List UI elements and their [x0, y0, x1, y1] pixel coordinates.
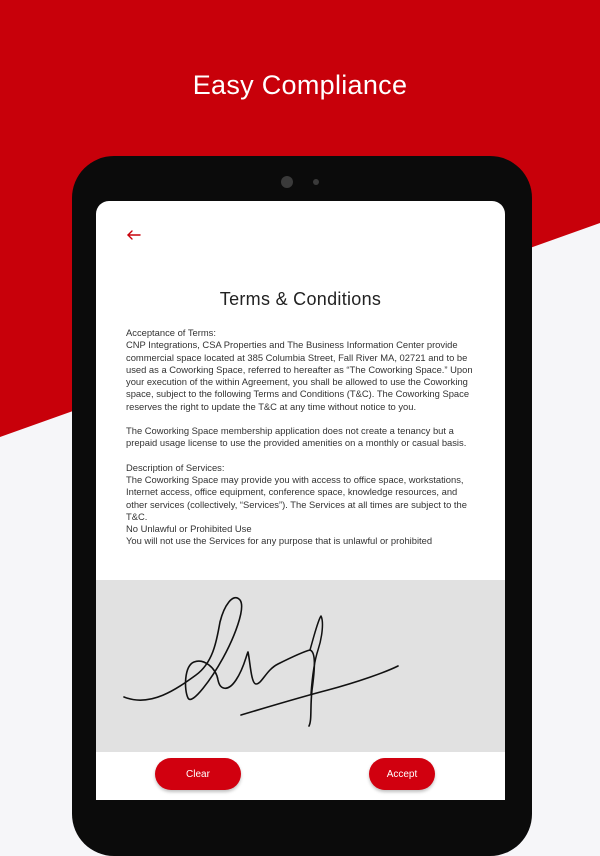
terms-paragraph: CNP Integrations, CSA Properties and The Business Information Center provide commercial space located at 385 Columbia Street, Fall River MA, 02721 and to be used as a Coworking Space, referred to hereafter as “The Coworking Space.” Upon your execution of the within Agreement, you shall be allowed to use the Coworking space, subject to the following Terms and Conditions (T&C). The Coworking Space reserves the right to update the T&C at any time without notice to you.	[126, 339, 473, 412]
signature-stroke	[96, 580, 505, 752]
signature-pad[interactable]	[96, 580, 505, 752]
terms-subheading: No Unlawful or Prohibited Use	[126, 523, 252, 535]
clear-button[interactable]: Clear	[155, 758, 241, 790]
camera-icon	[281, 176, 293, 188]
arrow-left-icon	[124, 225, 144, 245]
accept-button[interactable]: Accept	[369, 758, 435, 790]
section-heading: Description of Services:	[126, 461, 225, 473]
headline: Easy Compliance	[192, 70, 408, 100]
terms-paragraph: The Coworking Space membership application does not create a tenancy but a prepaid usage license to use the provided amenities on a monthly or casual basis.	[126, 425, 467, 449]
back-button[interactable]	[124, 225, 144, 245]
tablet-screen	[96, 201, 505, 800]
terms-paragraph: You will not use the Services for any purpose that is unlawful or prohibited	[126, 535, 433, 547]
terms-paragraph: The Coworking Space may provide you with access to office space, workstations, Internet access, office equipment, conference space, knowledge resources, and other services (collectively, “Services”). The Services at all times are subject to the T&C.	[126, 473, 467, 522]
sensor-icon	[313, 179, 319, 185]
section-heading: Acceptance of Terms:	[126, 327, 216, 338]
terms-text[interactable]	[126, 327, 478, 567]
page-title: Terms & Conditions	[219, 289, 382, 309]
